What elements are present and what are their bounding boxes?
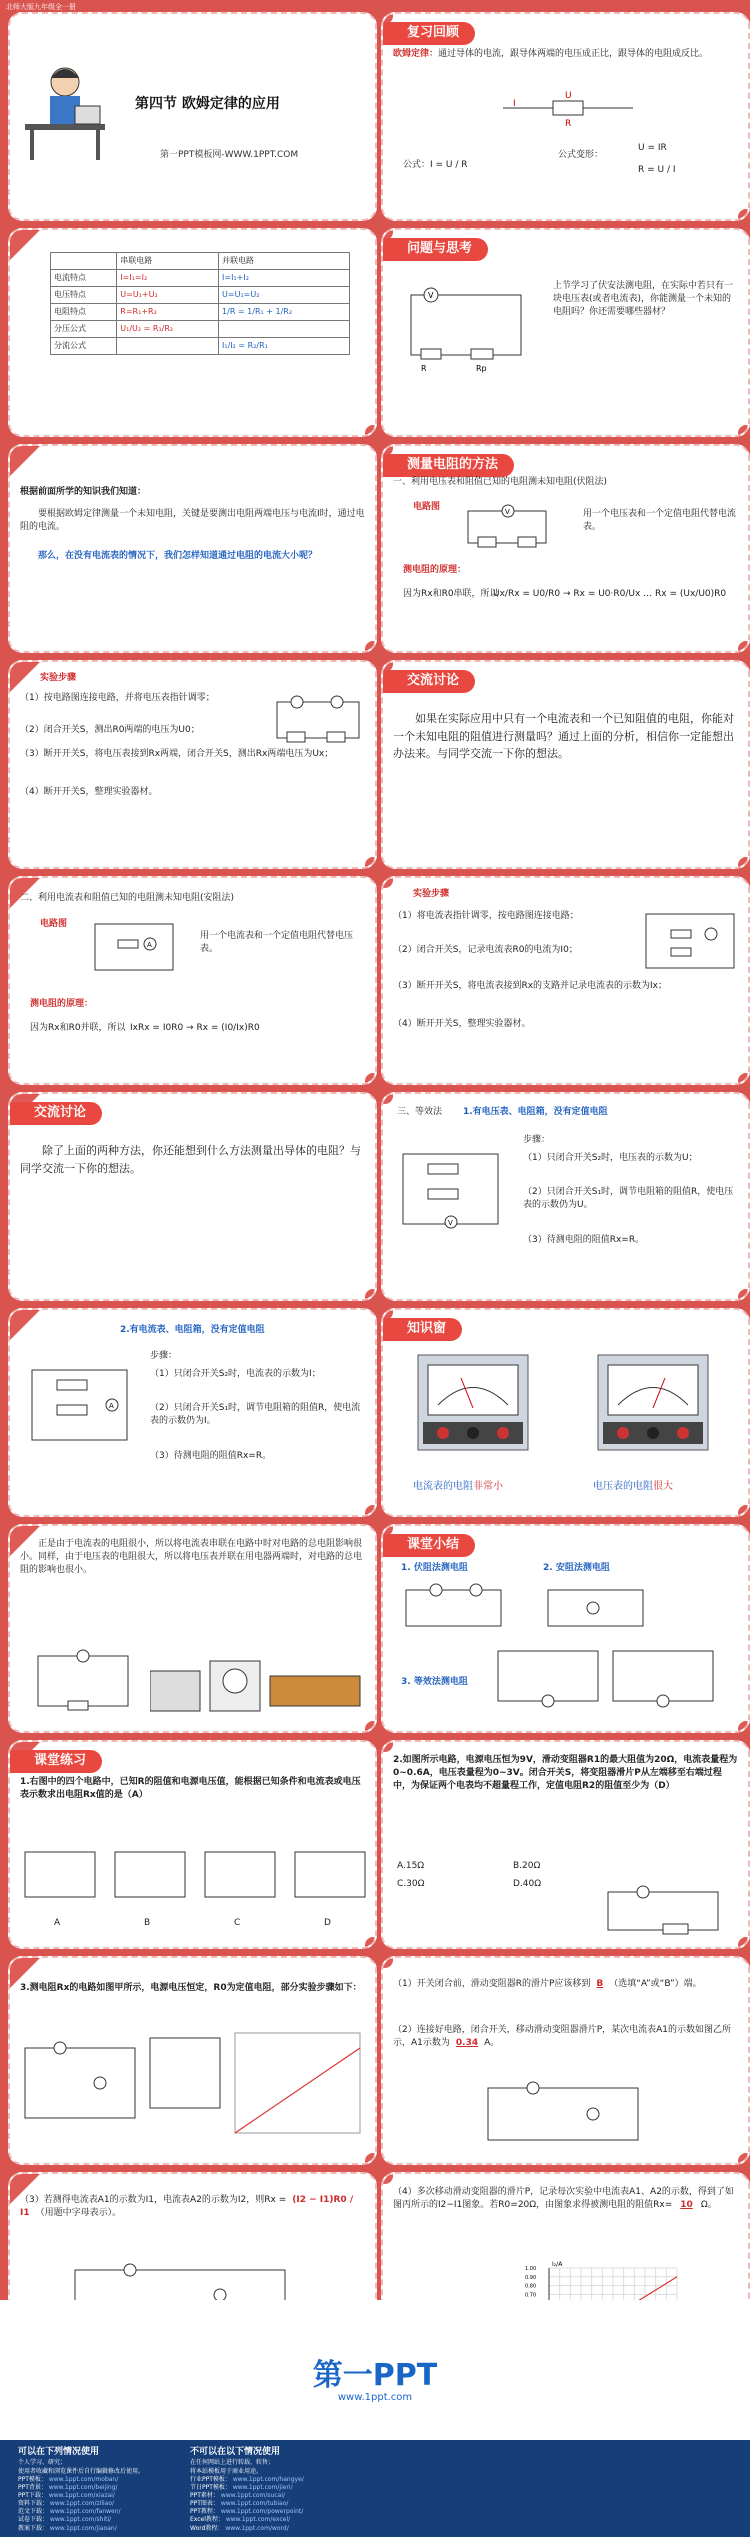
resistor-diagram bbox=[493, 86, 643, 126]
circuit-diagram bbox=[463, 501, 553, 551]
slide-1 bbox=[8, 12, 377, 221]
options-circuits bbox=[20, 1842, 370, 1912]
option-a: A bbox=[54, 1918, 61, 1928]
step-1: （1）只闭合开关S₂时，电压表的示数为U； bbox=[523, 1153, 698, 1163]
banner: 知识窗 bbox=[383, 1318, 462, 1341]
desk-illustration bbox=[20, 54, 110, 164]
step-1: （1）将电流表指针调零，按电路图连接电路； bbox=[393, 911, 579, 921]
y-axis-label: I₂/A bbox=[552, 2261, 563, 2268]
option-c: C bbox=[234, 1918, 241, 1928]
circuit-diagram bbox=[28, 1646, 138, 1716]
q4: （4）多次移动滑动变阻器的滑片P，记录每次实验中电流表A1、A2的示数，得到了如图丙所示的I2−I1图象。若R0=20Ω，由图象求得被测电阻的阻值Rx= 10 Ω。 bbox=[393, 2187, 734, 2211]
step-1: （1）按电路图连接电路，并将电压表指针调零； bbox=[20, 693, 215, 703]
slide-6 bbox=[381, 444, 750, 653]
step-2: （2）只闭合开关S₁时，调节电阻箱的阻值R，使电流表的示数仍为I。 bbox=[150, 1403, 361, 1427]
slide-12 bbox=[381, 1092, 750, 1301]
footer-link[interactable]: PPT图表： www.1ppt.com/tubiao/ bbox=[190, 2500, 289, 2508]
ammeter-photo bbox=[413, 1350, 533, 1460]
summary-item-1: 1. 伏阻法测电阻 bbox=[401, 1563, 468, 1573]
slide-4 bbox=[381, 228, 750, 437]
section-title: 二、利用电流表和阻值已知的电阻测未知电阻(安阻法) bbox=[20, 893, 235, 903]
principle-formula: Ux/Rx = U0/R0 → Rx = U0·R0/Ux … Rx = (Ux/U0)R0 bbox=[493, 589, 727, 599]
circuit-diagram bbox=[272, 692, 367, 747]
circuit-diagram bbox=[391, 275, 541, 375]
slide-16 bbox=[381, 1524, 750, 1733]
slide-19 bbox=[8, 1956, 377, 2165]
svg-text:Rp: Rp bbox=[476, 364, 487, 373]
principle-text: 因为Rx和R0并联，所以 bbox=[30, 1023, 126, 1033]
logo-bar bbox=[0, 2300, 750, 2440]
step-lead: 步骤： bbox=[150, 1351, 178, 1361]
banner: 问题与思考 bbox=[383, 238, 488, 261]
slide-14 bbox=[381, 1308, 750, 1517]
footer-link[interactable]: 范文下载： www.1ppt.com/fanwen/ bbox=[18, 2508, 121, 2516]
principle-text: 因为Rx和R0串联，所以 bbox=[403, 589, 499, 599]
voltmeter-photo bbox=[593, 1350, 713, 1460]
banner: 课堂小结 bbox=[383, 1534, 475, 1557]
step-1: （1）只闭合开关S₂时，电流表的示数为I； bbox=[150, 1369, 321, 1379]
slide-15 bbox=[8, 1524, 377, 1733]
circuit-diagram bbox=[393, 1134, 508, 1234]
slide-17 bbox=[8, 1740, 377, 1949]
question-text: 2.如图所示电路，电源电压恒为9V，滑动变阻器R1的最大阻值为20Ω，电流表量程为0~0.6A，电压表量程为0~3V。闭合开关S，将变阻器滑片P从左端移至右端过程中，为保证两个电表均不超量程工作，定值电阻R2的阻值至少为（D） bbox=[393, 1755, 738, 1792]
discussion-text: 除了上面的两种方法，你还能想到什么方法测量出导体的电阻？与同学交流一下你的想法。 bbox=[20, 1144, 361, 1175]
circuit-diagram-2 bbox=[543, 1582, 653, 1632]
top-label: 北师大版九年级全一册 bbox=[6, 3, 76, 11]
step-2: （2）闭合开关S，测出R0两端的电压为U0； bbox=[20, 725, 200, 735]
formula-label: 公式： bbox=[403, 160, 431, 170]
svg-text:R: R bbox=[565, 119, 572, 126]
forbidden-title: 不可以在以下情况使用 bbox=[190, 2447, 281, 2457]
svg-text:A: A bbox=[109, 1402, 114, 1410]
slide-3 bbox=[8, 228, 377, 437]
step-4: （4）断开开关S，整理实验器材。 bbox=[393, 1019, 531, 1029]
svg-text:R: R bbox=[421, 364, 427, 373]
variant-2: R = U / I bbox=[638, 165, 676, 175]
option-b: B bbox=[144, 1918, 151, 1928]
step-3: （3）待测电阻的阻值Rx=R。 bbox=[523, 1235, 645, 1245]
question-text: 3.测电阻Rx的电路如图甲所示，电源电压恒定，R0为定值电阻，部分实验步骤如下： bbox=[20, 1983, 362, 1993]
slide-8 bbox=[381, 660, 750, 869]
step-3: （3）待测电阻的阻值Rx=R。 bbox=[150, 1451, 272, 1461]
circuit-text: 用一个电流表和一个定值电阻代替电压表。 bbox=[200, 931, 354, 955]
y-tick: 1.00 bbox=[525, 2266, 537, 2272]
allowed-text: 个人学习、研究； 使用者收藏和浏览课件后自行编辑修改后使用。 bbox=[18, 2459, 145, 2475]
lead-text: 根据前面所学的知识我们知道： bbox=[20, 487, 147, 497]
circuit-label: 电路图 bbox=[40, 919, 68, 929]
opt-b: B.20Ω bbox=[513, 1861, 541, 1871]
svg-text:A: A bbox=[147, 941, 152, 949]
forbidden-text: 在任何网站上进行转载、转售； 将本站模板用于商业用途。 bbox=[190, 2459, 275, 2475]
circuit-diagram-3 bbox=[493, 1641, 723, 1711]
footer-link[interactable]: Word教程： www.1ppt.com/word/ bbox=[190, 2524, 289, 2532]
circuit-diagram bbox=[22, 1350, 137, 1450]
steps-title: 实验步骤 bbox=[413, 889, 450, 899]
footer-link[interactable]: 资料下载： www.1ppt.com/ziliao/ bbox=[18, 2500, 115, 2508]
allowed-title: 可以在下列情况使用 bbox=[18, 2447, 100, 2457]
svg-text:V: V bbox=[428, 291, 434, 300]
principle-formula: IxRx = I0R0 → Rx = (I0/Ix)R0 bbox=[130, 1023, 260, 1033]
circuit-diagram bbox=[483, 2078, 643, 2148]
banner: 交流讨论 bbox=[383, 670, 475, 693]
y-tick: 0.70 bbox=[525, 2292, 537, 2299]
banner: 课堂练习 bbox=[10, 1750, 102, 1773]
step-4: （4）断开开关S，整理实验器材。 bbox=[20, 787, 158, 797]
circuit-diagram bbox=[641, 906, 741, 976]
formula: I = U / R bbox=[430, 160, 468, 170]
circuit-label: 电路图 bbox=[413, 502, 441, 512]
slide-20 bbox=[381, 1956, 750, 2165]
footer-link[interactable]: PPT教程： www.1ppt.com/powerpoint/ bbox=[190, 2508, 304, 2516]
summary-item-2: 2. 安阻法测电阻 bbox=[543, 1563, 610, 1573]
slide-7 bbox=[8, 660, 377, 869]
footer-link[interactable]: 行业PPT模板： www.1ppt.com/hangye/ bbox=[190, 2476, 304, 2483]
step-3: （3）断开开关S，将电压表接到Rx两端，闭合开关S，测出Rx两端电压为Ux； bbox=[20, 749, 334, 759]
slide-10 bbox=[381, 876, 750, 1085]
section-title: 一、利用电压表和阻值已知的电阻测未知电阻(伏阻法) bbox=[393, 477, 608, 487]
svg-text:V: V bbox=[448, 1219, 453, 1227]
banner: 测量电阻的方法 bbox=[383, 454, 514, 477]
circuit-diagram bbox=[90, 916, 180, 976]
footer-link[interactable]: 试卷下载： www.1ppt.com/shiti/ bbox=[18, 2516, 112, 2524]
slide-18 bbox=[381, 1740, 750, 1949]
footer-link[interactable]: PPT下载： www.1ppt.com/xiazai/ bbox=[18, 2492, 115, 2500]
variant-label: 公式变形： bbox=[558, 150, 604, 160]
principle-label: 测电阻的原理： bbox=[30, 999, 94, 1009]
para-1: 要根据欧姆定律测量一个未知电阻，关键是要测出电阻两端电压与电流I时，通过电阻的电流。 bbox=[20, 509, 365, 533]
step-2: （2）只闭合开关S₁时，调节电阻箱的阻值R，使电压表的示数仍为U。 bbox=[523, 1187, 734, 1211]
question-text: 上节学习了伏安法测电阻，在实际中若只有一块电压表(或者电流表)，你能测量一个未知的电阻吗？你还需要哪些器材？ bbox=[553, 281, 734, 318]
slide-subtitle: 第一PPT模板网-WWW.1PPT.COM bbox=[160, 150, 299, 160]
lab-equipment-photo bbox=[150, 1641, 370, 1721]
variant-1: U = IR bbox=[638, 143, 667, 153]
brand-logo: 第一PPT bbox=[312, 2358, 438, 2393]
brand-url: www.1ppt.com bbox=[337, 2392, 413, 2403]
caption-voltmeter: 电压表的电阻很大 bbox=[593, 1481, 673, 1492]
footer-link[interactable]: 教案下载： www.1ppt.com/jiaoan/ bbox=[18, 2524, 117, 2532]
option-d: D bbox=[324, 1918, 331, 1928]
opt-c: C.30Ω bbox=[397, 1879, 425, 1889]
opt-a: A.15Ω bbox=[397, 1861, 425, 1871]
slide-13 bbox=[8, 1308, 377, 1517]
circuit-diagram bbox=[603, 1882, 723, 1937]
circuit-diagram-1 bbox=[401, 1582, 511, 1632]
footer-link[interactable]: Excel教程： www.1ppt.com/excel/ bbox=[190, 2516, 291, 2524]
slide-9 bbox=[8, 876, 377, 1085]
section-title: 三、等效法 bbox=[397, 1107, 443, 1117]
method-head: 1.有电压表、电阻箱，没有定值电阻 bbox=[463, 1107, 608, 1117]
footer-link[interactable]: PPT背景： www.1ppt.com/beijing/ bbox=[18, 2484, 118, 2492]
method-head: 2.有电流表、电阻箱，没有定值电阻 bbox=[120, 1325, 265, 1335]
principle-label: 测电阻的原理： bbox=[403, 565, 467, 575]
discussion-text: 如果在实际应用中只有一个电流表和一个已知阻值的电阻，你能对一个未知电阻的阻值进行测量吗？通过上面的分析，相信你一定能想出办法来。与同学交流一下你的想法。 bbox=[393, 712, 734, 761]
slide-2 bbox=[381, 12, 750, 221]
svg-text:U: U bbox=[565, 91, 572, 101]
steps-title: 实验步骤 bbox=[40, 673, 77, 683]
law-text: 通过导体的电流，跟导体两端的电压成正比，跟导体的电阻成反比。 bbox=[438, 49, 709, 59]
footer bbox=[0, 2440, 750, 2537]
q2: （2）连接好电路，闭合开关，移动滑动变阻器滑片P，某次电流表A1的示数如图乙所示，A1示数为 0.34 A。 bbox=[393, 2025, 732, 2049]
law-label: 欧姆定律： bbox=[393, 49, 439, 59]
footer-link[interactable]: PPT素材： www.1ppt.com/sucai/ bbox=[190, 2492, 286, 2500]
q1: （1）开关闭合前，滑动变阻器R的滑片P应该移到 B （选填“A”或“B”）端。 bbox=[393, 1979, 702, 1989]
circuit-and-graph bbox=[20, 2028, 370, 2148]
question-text: 1.右图中的四个电路中，已知R的阻值和电源电压值，能根据已知条件和电流表或电压表示数求出电阻Rx值的是（A） bbox=[20, 1777, 361, 1801]
para-2: 那么，在没有电流表的情况下，我们怎样知道通过电阻的电流大小呢？ bbox=[38, 551, 318, 561]
q3: （3）若测得电流表A1的示数为I1，电流表A2的示数为I2，则Rx = (I2 − I1)R0 / I1 （用题中字母表示）。 bbox=[20, 2195, 354, 2219]
comparison-table: 串联电路 并联电路 电流特点 I=I₁=I₂ I=I₁+I₂ 电压特点 U=U₁+U₂ U=U₁=U₂ 电阻特点 R=R₁+R₂ 1/R = 1/R₁ + 1/R₂ 分压公式 U₁/U₂ = R₁/R₂ 分流公式 I₁/I₂ = R₂/R₁ bbox=[50, 252, 350, 355]
svg-text:V: V bbox=[505, 508, 510, 516]
circuit-text: 用一个电压表和一个定值电阻代替电流表。 bbox=[583, 509, 737, 533]
slide-5 bbox=[8, 444, 377, 653]
step-3: （3）断开开关S，将电流表接到Rx的支路并记录电流表的示数为Ix； bbox=[393, 981, 668, 991]
slide-11 bbox=[8, 1092, 377, 1301]
svg-text:I: I bbox=[513, 99, 516, 109]
summary-item-3: 3. 等效法测电阻 bbox=[401, 1677, 468, 1687]
opt-d: D.40Ω bbox=[513, 1879, 542, 1889]
footer-link[interactable]: 节日PPT模板： www.1ppt.com/jieri/ bbox=[190, 2484, 293, 2492]
banner: 复习回顾 bbox=[383, 22, 475, 45]
footer-link[interactable]: PPT模板： www.1ppt.com/moban/ bbox=[18, 2476, 119, 2483]
y-tick: 0.90 bbox=[525, 2274, 537, 2281]
y-tick: 0.80 bbox=[525, 2283, 537, 2290]
step-2: （2）闭合开关S，记录电流表R0的电流为I0； bbox=[393, 945, 578, 955]
caption-ammeter: 电流表的电阻非常小 bbox=[413, 1481, 503, 1492]
explain-text: 正是由于电流表的电阻很小，所以将电流表串联在电路中时对电路的总电阻影响很小。同样，由于电压表的电阻很大，所以将电压表并联在用电器两端时，对电路的总电阻的影响也很小。 bbox=[20, 1539, 363, 1576]
banner: 交流讨论 bbox=[10, 1102, 102, 1125]
step-lead: 步骤： bbox=[523, 1135, 551, 1145]
slide-title: 第四节 欧姆定律的应用 bbox=[135, 96, 280, 112]
